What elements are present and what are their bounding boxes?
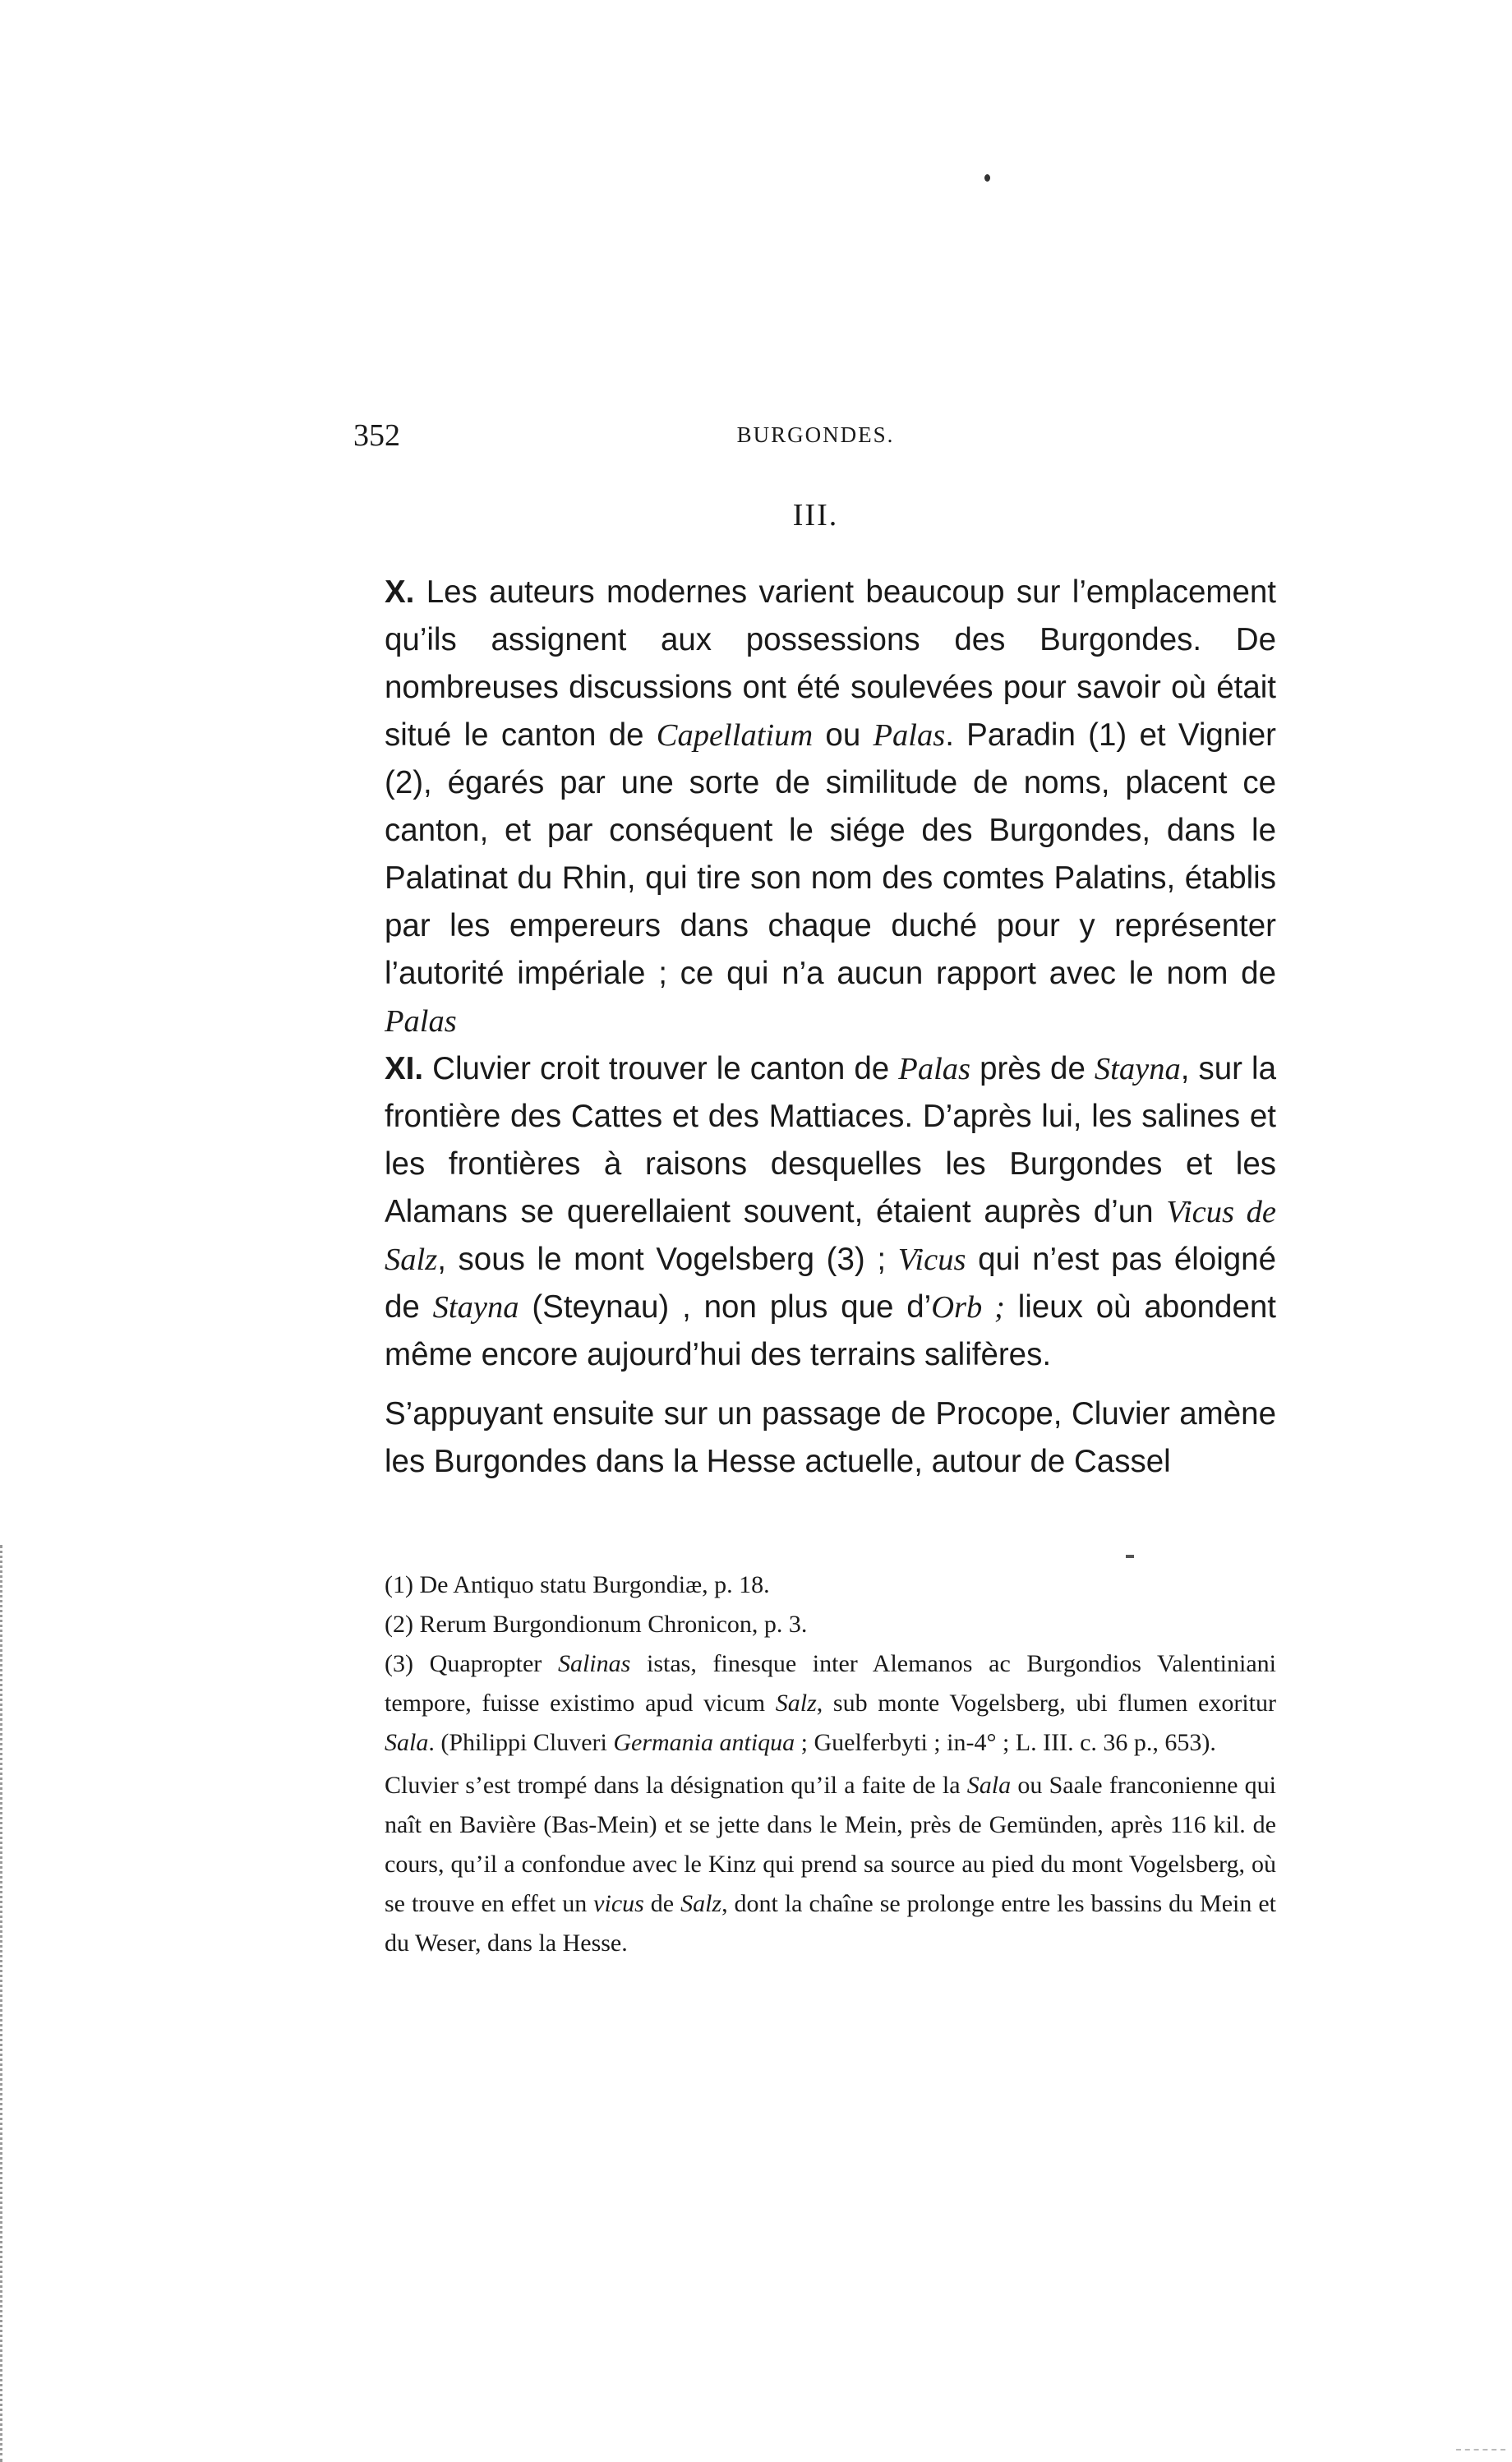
paragraph-x [385,569,1276,1045]
page-header [353,417,1278,459]
italic-text: Sala [966,1772,1012,1799]
text-run: S’appuyant ensuite sur un passage de Procope, Cluvier amène les Burgondes dans la Hesse actuelle, autour de Cassel [385,1396,1276,1479]
text-run: . Paradin (1) et Vignier (2), égarés par une sorte de similitude de noms, placent ce canton, et par conséquent le siége des Burgondes, dans le Palatinat du Rhin, qui tire son nom des comtes Palatins, établis par les empereurs dans chaque duché pour y représenter l’autorité impériale ; ce qui n’a aucun rapport avec le nom de [385,717,1276,991]
scan-corner-mark [1456,2449,1505,2457]
italic-text: Palas [873,718,946,753]
text-run: ou Saale franconienne qui naît en Bavière (Bas-Mein) et se jette dans le Mein, près de Gemünden, après 116 kil. de cours, qu’il a confondue avec le Kinz qui prend sa source au pied du mont Vogelsberg, où se trouve en effet un [385,1772,1276,1917]
paragraph-xi [385,1045,1276,1379]
italic-text: Salz [680,1890,722,1917]
text-run: Les auteurs modernes varient beaucoup sur l’emplacement qu’ils assignent aux possessions des Burgondes. De nombreuses discussions ont été soulevées pour savoir où était situé le canton de [385,574,1276,753]
text-run: , sur la frontière des Cattes et des Mattiaces. D’après lui, les salines et les frontières à raisons desquelles les Burgondes et les Alamans se querellaient souvent, étaient auprès d’un [385,1051,1276,1229]
text-run: (Steynau) , non plus que d’ [519,1289,932,1325]
text-run: , dont la chaîne se prolonge entre les bassins du Mein et du Weser, dans la Hesse. [385,1890,1276,1957]
running-title: BURGONDES. [736,422,895,447]
text-run: Cluvier croit trouver le canton de [423,1051,899,1086]
ink-dot [984,174,990,182]
text-run: Cluvier s’est trompé dans la désignation qu’il a faite de la [385,1772,967,1799]
italic-text: Salinas [557,1650,631,1677]
italic-text: Palas [898,1052,970,1086]
section-heading: III. [792,498,839,533]
text-run: ou [813,717,874,753]
italic-text: Stayna [432,1290,519,1325]
text-run: de [643,1890,681,1917]
text-run: . (Philippi Cluveri [428,1729,614,1756]
italic-text: Stayna [1094,1052,1181,1086]
paragraph-number: X. [385,574,415,610]
text-run: (2) Rerum Burgondionum Chronicon, p. 3. [385,1611,808,1638]
footnote-3 [385,1644,1276,1763]
italic-text: Sala [385,1729,429,1756]
footnote-2 [385,1605,1276,1644]
italic-text: Capellatium [656,718,814,753]
footnote-1 [385,1565,1276,1605]
text-run: , sous le mont Vogelsberg (3) ; [437,1242,898,1277]
text-run: , sub monte Vogelsberg, ubi flumen exoritur [816,1690,1277,1717]
text-run: (1) De Antiquo statu Burgondiæ, p. 18. [385,1571,770,1598]
text-run: ; Guelferbyti ; in-4° ; L. III. c. 36 p., 653). [795,1729,1216,1756]
text-run: (3) Quapropter [385,1650,558,1677]
italic-text: Orb ; [931,1290,1005,1325]
italic-text: Palas [385,1004,457,1039]
italic-text: Salz [775,1690,817,1717]
page-number: 352 [353,418,400,453]
footnote-separator [1126,1555,1134,1558]
paragraph-procope [385,1390,1276,1486]
main-text [385,569,1276,1486]
italic-text: vicus [593,1890,644,1917]
text-run: près de [970,1051,1095,1086]
italic-text: Vicus [897,1243,966,1277]
footnotes [385,1565,1276,1963]
text-run: qui n’est pas éloigné de [385,1242,1276,1325]
italic-text: Germania antiqua [613,1729,795,1756]
scan-edge-marks [0,1545,6,2462]
text-run: lieux où abondent même encore aujourd’hui des terrains salifères. [385,1289,1276,1372]
footnote-3-continuation [385,1766,1276,1963]
paragraph-number: XI. [385,1051,424,1086]
text-run: istas, finesque inter Alemanos ac Burgondios Valentiniani tempore, fuisse existimo apud vicum [385,1650,1276,1717]
italic-text: Vicus de Salz [385,1195,1277,1277]
